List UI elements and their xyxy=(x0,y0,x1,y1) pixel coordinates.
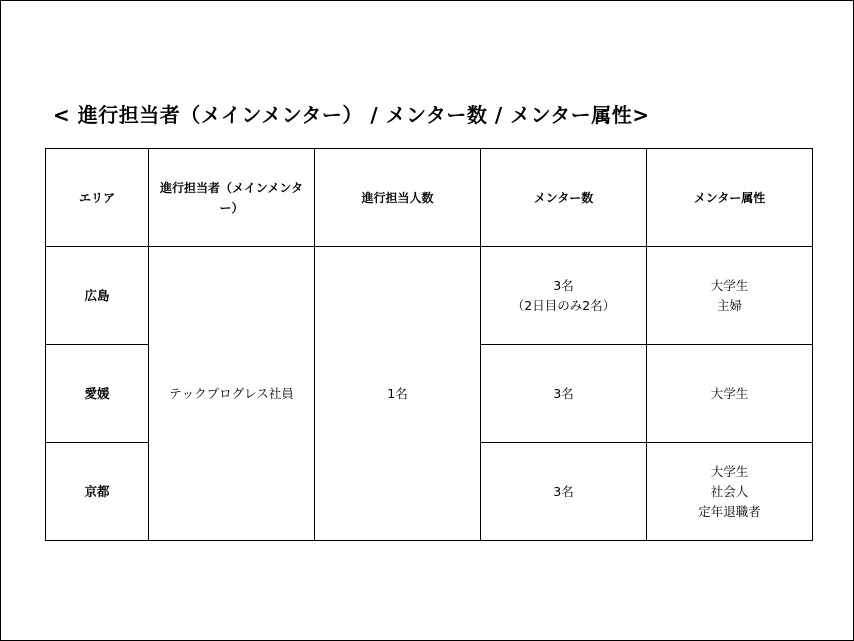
area-cell: 広島 xyxy=(46,247,149,345)
lead-cell: テックプログレス社員 xyxy=(149,247,315,541)
mentor-count-line: 3名 xyxy=(553,385,574,401)
mentor-attr-line: 定年退職者 xyxy=(698,503,761,519)
table-header-row xyxy=(46,149,813,247)
page-title: < 進行担当者（メインメンター） / メンター数 / メンター属性> xyxy=(53,103,650,127)
mentor-count-cell xyxy=(481,443,647,541)
header-mentor-count: メンター数 xyxy=(481,149,647,247)
mentor-count-line: 3名 xyxy=(553,277,574,293)
mentor-attr-line: 大学生 xyxy=(710,277,749,293)
table-row xyxy=(46,247,813,345)
header-mentor-attr: メンター属性 xyxy=(647,149,813,247)
mentor-count-line: 3名 xyxy=(553,483,574,499)
header-lead-count: 進行担当人数 xyxy=(315,149,481,247)
mentor-count-note: （2日目のみ2名） xyxy=(511,297,616,313)
area-cell: 愛媛 xyxy=(46,345,149,443)
mentor-attr-line: 主婦 xyxy=(716,297,742,313)
mentor-attr-cell xyxy=(647,345,813,443)
mentor-attr-cell xyxy=(647,443,813,541)
mentor-count-cell xyxy=(481,247,647,345)
mentor-attr-line: 大学生 xyxy=(710,385,749,401)
area-cell: 京都 xyxy=(46,443,149,541)
mentor-table xyxy=(45,148,813,541)
mentor-attr-line: 大学生 xyxy=(710,463,749,479)
mentor-attr-cell xyxy=(647,247,813,345)
header-lead: 進行担当者（メインメンター） xyxy=(149,149,315,247)
lead-count-cell: 1名 xyxy=(315,247,481,541)
header-area: エリア xyxy=(46,149,149,247)
mentor-count-cell xyxy=(481,345,647,443)
mentor-attr-line: 社会人 xyxy=(710,483,749,499)
